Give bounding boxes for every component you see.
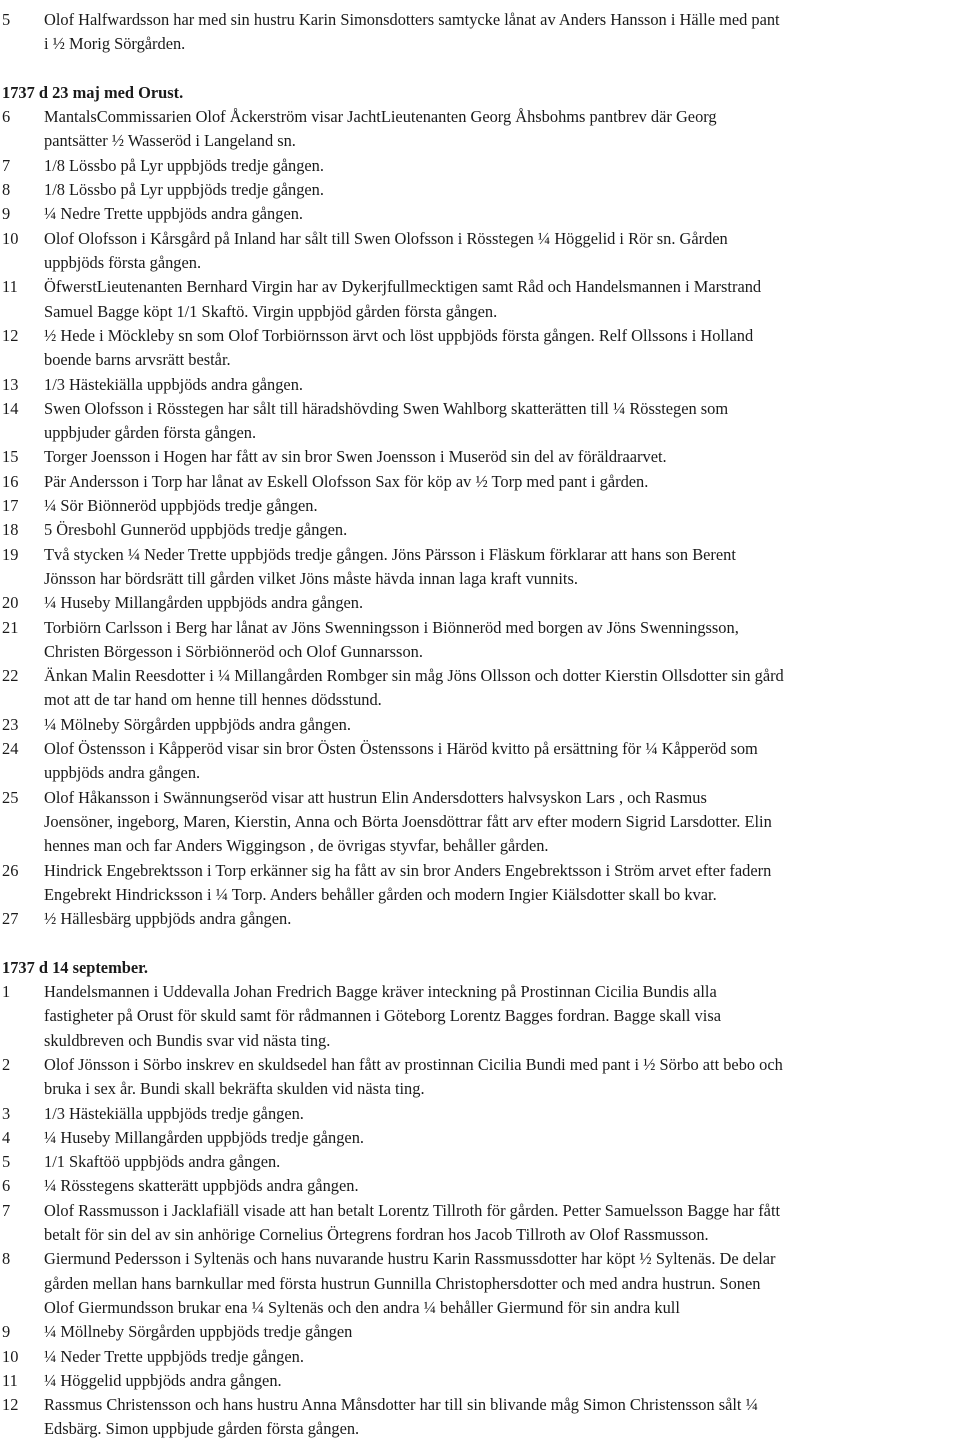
entry-number: 9 (2, 1322, 11, 1342)
entry-text-line: Rassmus Christensson och hans hustru Anna Månsdotter har till sin blivande måg Simon Christensson sålt ¼ (44, 1395, 758, 1415)
record-entry (0, 275, 960, 324)
entry-number: 11 (2, 1370, 18, 1390)
entry-text-line: 1/8 Lössbo på Lyr uppbjöds tredje gången. (44, 180, 324, 200)
record-entry (0, 105, 960, 154)
entry-text-line: uppbjöds första gången. (44, 252, 202, 272)
entry-text-line: Två stycken ¼ Neder Trette uppbjöds tredje gången. Jöns Pärsson i Fläskum förklarar att hans son Berent (44, 544, 736, 564)
entry-text-line: skuldbreven och Bundis svar vid nästa ting. (44, 1030, 331, 1050)
entry-number: 10 (2, 228, 19, 248)
entry-number: 4 (2, 1127, 11, 1147)
record-entry (0, 470, 960, 494)
entry-number: 22 (2, 666, 19, 686)
entry-text-line: 1/3 Hästekiälla uppbjöds tredje gången. (44, 1103, 304, 1123)
entry-number: 7 (2, 1200, 11, 1220)
record-entry (0, 494, 960, 518)
entry-text-line: MantalsCommissarien Olof Åckerström visar JachtLieutenanten Georg Åhsbohms pantbrev där Georg (44, 107, 717, 127)
entry-text-line: ¼ Nedre Trette uppbjöds andra gången. (44, 204, 304, 224)
record-entry (0, 1247, 960, 1320)
record-entry (0, 397, 960, 446)
entry-number: 10 (2, 1346, 19, 1366)
entry-text-line: Swen Olofsson i Rösstegen har sålt till häradshövding Swen Wahlborg skatterätten till ¼ Rösstegen som (44, 398, 729, 418)
record-entry (0, 1369, 960, 1393)
entry-text-line: Joensöner, ingeborg, Maren, Kierstin, Anna och Börta Joensdöttrar fått arv efter modern Sigrid Larsdotter. Elin (44, 811, 772, 831)
entry-number: 1 (2, 982, 11, 1001)
record-entry (0, 178, 960, 202)
record-entry (0, 859, 960, 908)
entry-text-line: 5 Öresbohl Gunneröd uppbjöds tredje gången. (44, 520, 348, 540)
entry-text-line: Olof Jönsson i Sörbo inskrev en skuldsedel han fått av prostinnan Cicilia Bundi med pant i ½ Sörbo att bebo och (44, 1054, 783, 1074)
entry-number: 25 (2, 787, 19, 807)
entry-number: 27 (2, 909, 19, 929)
record-entry (0, 591, 960, 615)
entry-text-line: Handelsmannen i Uddevalla Johan Fredrich Bagge kräver inteckning på Prostinnan Cicilia Bundis alla (44, 982, 717, 1001)
entry-text-line: 1/8 Lössbo på Lyr uppbjöds tredje gången. (44, 155, 324, 175)
entry-text-line: gården mellan hans barnkullar med första hustrun Gunnilla Christophersdotter och med andra hustrun. Sonen (44, 1273, 761, 1293)
entry-number: 19 (2, 544, 19, 564)
entry-number: 6 (2, 1176, 11, 1196)
entry-text-line: Torger Joensson i Hogen har fått av sin bror Swen Joensson i Museröd sin del av föräldraarvet. (44, 447, 667, 467)
entry-number: 2 (2, 1054, 11, 1074)
record-entry (0, 227, 960, 276)
entry-number: 3 (2, 1103, 11, 1123)
record-entry (0, 980, 960, 1053)
entry-text-line: Hindrick Engebrektsson i Torp erkänner sig ha fått av sin bror Anders Engebrektsson i Ström arvet efter fadern (44, 860, 772, 880)
record-entry (0, 664, 960, 713)
entry-number: 24 (2, 739, 19, 758)
entry-text-line: uppbjöds andra gången. (44, 763, 201, 783)
entry-number: 8 (2, 1249, 11, 1269)
record-entry (0, 1320, 960, 1344)
record-entry (0, 616, 960, 665)
entry-text-line: Samuel Bagge köpt 1/1 Skaftö. Virgin uppbjöd gården första gången. (44, 301, 498, 321)
record-entry (0, 1199, 960, 1248)
record-entry (0, 1126, 960, 1150)
entry-text-line: Pär Andersson i Torp har lånat av Eskell Olofsson Sax för köp av ½ Torp med pant i gården. (44, 471, 649, 491)
entry-text-line: hennes man och far Anders Wiggingson , de övrigas styvfar, behåller gården. (44, 836, 549, 856)
session-date-heading: 1737 d 14 september. (2, 957, 148, 977)
record-entry (0, 1150, 960, 1174)
entry-text-line: Änkan Malin Reesdotter i ¼ Millangården Rombger sin måg Jöns Ollsson och dotter Kierstin Ollsdotter sin gård (44, 666, 784, 686)
entry-number: 18 (2, 520, 19, 540)
entry-text-line: ¼ Huseby Millangården uppbjöds andra gången. (44, 593, 364, 613)
record-entry (0, 324, 960, 373)
session-date-heading: 1737 d 23 maj med Orust. (2, 82, 184, 102)
record-entry (0, 8, 960, 57)
entry-text-line: pantsätter ½ Wasseröd i Langeland sn. (44, 131, 296, 151)
entry-text-line: fastigheter på Orust för skuld samt för rådmannen i Göteborg Lorentz Bagges fordran. Bagge skall visa (44, 1006, 721, 1026)
entry-text-line: Olof Giermundsson brukar ena ¼ Syltenäs och den andra ¼ behåller Giermund för sin andra kull (44, 1297, 680, 1317)
entry-number: 8 (2, 180, 11, 200)
entry-text-line: ¼ Mölneby Sörgården uppbjöds andra gången. (44, 714, 351, 734)
entry-text-line: ¼ Rösstegens skatterätt uppbjöds andra gången. (44, 1176, 359, 1196)
entry-text-line: Giermund Pedersson i Syltenäs och hans nuvarande hustru Karin Rassmussdotter har köpt ½ Syltenäs. De delar (44, 1249, 776, 1269)
entry-number: 5 (2, 1152, 11, 1172)
record-entry (0, 1174, 960, 1198)
entry-text-line: ÖfwerstLieutenanten Bernhard Virgin har av Dykerjfullmecktigen samt Råd och Handelsmannen i Marstrand (44, 277, 762, 297)
entry-number: 14 (2, 398, 19, 418)
entry-text-line: Olof Rassmusson i Jacklafiäll visade att han betalt Lorentz Tillroth för gården. Petter Samuelsson Bagge har fått (44, 1200, 781, 1220)
entry-text-line: bruka i sex år. Bundi skall bekräfta skulden vid nästa ting. (44, 1079, 425, 1099)
entry-text-line: Olof Håkansson i Swännungseröd visar att hustrun Elin Andersdotters halvsyskon Lars , och Rasmus (44, 787, 707, 807)
record-entry (0, 713, 960, 737)
record-entry (0, 543, 960, 592)
record-entry (0, 154, 960, 178)
entry-text-line: 1/3 Hästekiälla uppbjöds andra gången. (44, 374, 303, 394)
entry-number: 23 (2, 714, 19, 734)
record-entry (0, 786, 960, 859)
entry-number: 15 (2, 447, 19, 467)
entry-text-line: Edsbärg. Simon uppbjude gården första gången. (44, 1419, 360, 1439)
entry-number: 11 (2, 277, 18, 297)
entry-number: 20 (2, 593, 19, 613)
entry-text-line: ¼ Möllneby Sörgården uppbjöds tredje gången (44, 1322, 353, 1342)
entry-text-line: Olof Östensson i Kåpperöd visar sin bror Östen Östenssons i Häröd kvitto på ersättning för ¼ Kåpperöd som (44, 739, 758, 758)
entry-text-line: boende barns arvsrätt består. (44, 350, 231, 370)
record-entry (0, 1053, 960, 1102)
record-entry (0, 1393, 960, 1442)
entry-number: 5 (2, 10, 11, 29)
entry-text-line: Torbiörn Carlsson i Berg har lånat av Jöns Swenningsson i Biönneröd med borgen av Jöns Swenningsson, (44, 617, 739, 637)
entry-text-line: ¼ Höggelid uppbjöds andra gången. (44, 1370, 282, 1390)
entry-text-line: Christen Börgesson i Sörbiönneröd och Olof Gunnarsson. (44, 641, 423, 661)
entry-number: 9 (2, 204, 11, 224)
record-entry (0, 907, 960, 931)
entry-text-line: Olof Halfwardsson har med sin hustru Karin Simonsdotters samtycke lånat av Anders Hansson i Hälle med pant (44, 10, 780, 29)
entry-text-line: ¼ Neder Trette uppbjöds tredje gången. (44, 1346, 304, 1366)
entry-number: 12 (2, 1395, 19, 1415)
entry-text-line: Olof Olofsson i Kårsgård på Inland har sålt till Swen Olofsson i Rösstegen ¼ Höggelid i Rör sn. Gården (44, 228, 728, 248)
entry-text-line: ¼ Sör Biönneröd uppbjöds tredje gången. (44, 496, 318, 515)
entry-number: 26 (2, 860, 19, 880)
record-entry (0, 518, 960, 542)
entry-text-line: mot att de tar hand om henne till hennes dödsstund. (44, 690, 382, 710)
entry-text-line: uppbjuder gården första gången. (44, 423, 257, 443)
entry-text-line: i ½ Morig Sörgården. (44, 34, 186, 54)
entry-text-line: Engebrekt Hindricksson i ¼ Torp. Anders behåller gården och modern Ingier Kiälsdotter skall bo kvar. (44, 884, 717, 904)
entry-number: 6 (2, 107, 11, 127)
entry-text-line: ¼ Huseby Millangården uppbjöds tredje gången. (44, 1127, 365, 1147)
record-entry (0, 445, 960, 469)
entry-text-line: ½ Hede i Möckleby sn som Olof Torbiörnsson ärvt och löst uppbjöds första gången. Relf Ollssons i Holland (44, 325, 754, 345)
entry-number: 13 (2, 374, 19, 394)
entry-text-line: betalt för sin del av sin anhörige Cornelius Örtegrens fordran hos Jacob Tillroth av Olof Rassmusson. (44, 1224, 709, 1244)
record-entry (0, 737, 960, 786)
entry-text-line: 1/1 Skaftöö uppbjöds andra gången. (44, 1152, 281, 1172)
record-entry (0, 1345, 960, 1369)
entry-text-line: ½ Hällesbärg uppbjöds andra gången. (44, 909, 292, 929)
record-entry (0, 373, 960, 397)
entry-number: 17 (2, 496, 19, 515)
entry-number: 16 (2, 471, 19, 491)
entry-number: 21 (2, 617, 19, 637)
record-entry (0, 202, 960, 226)
entry-number: 7 (2, 155, 11, 175)
entry-text-line: Jönsson har bördsrätt till gården vilket Jöns måste hävda innan laga kraft vunnits. (44, 568, 578, 588)
record-entry (0, 1102, 960, 1126)
entry-number: 12 (2, 325, 19, 345)
